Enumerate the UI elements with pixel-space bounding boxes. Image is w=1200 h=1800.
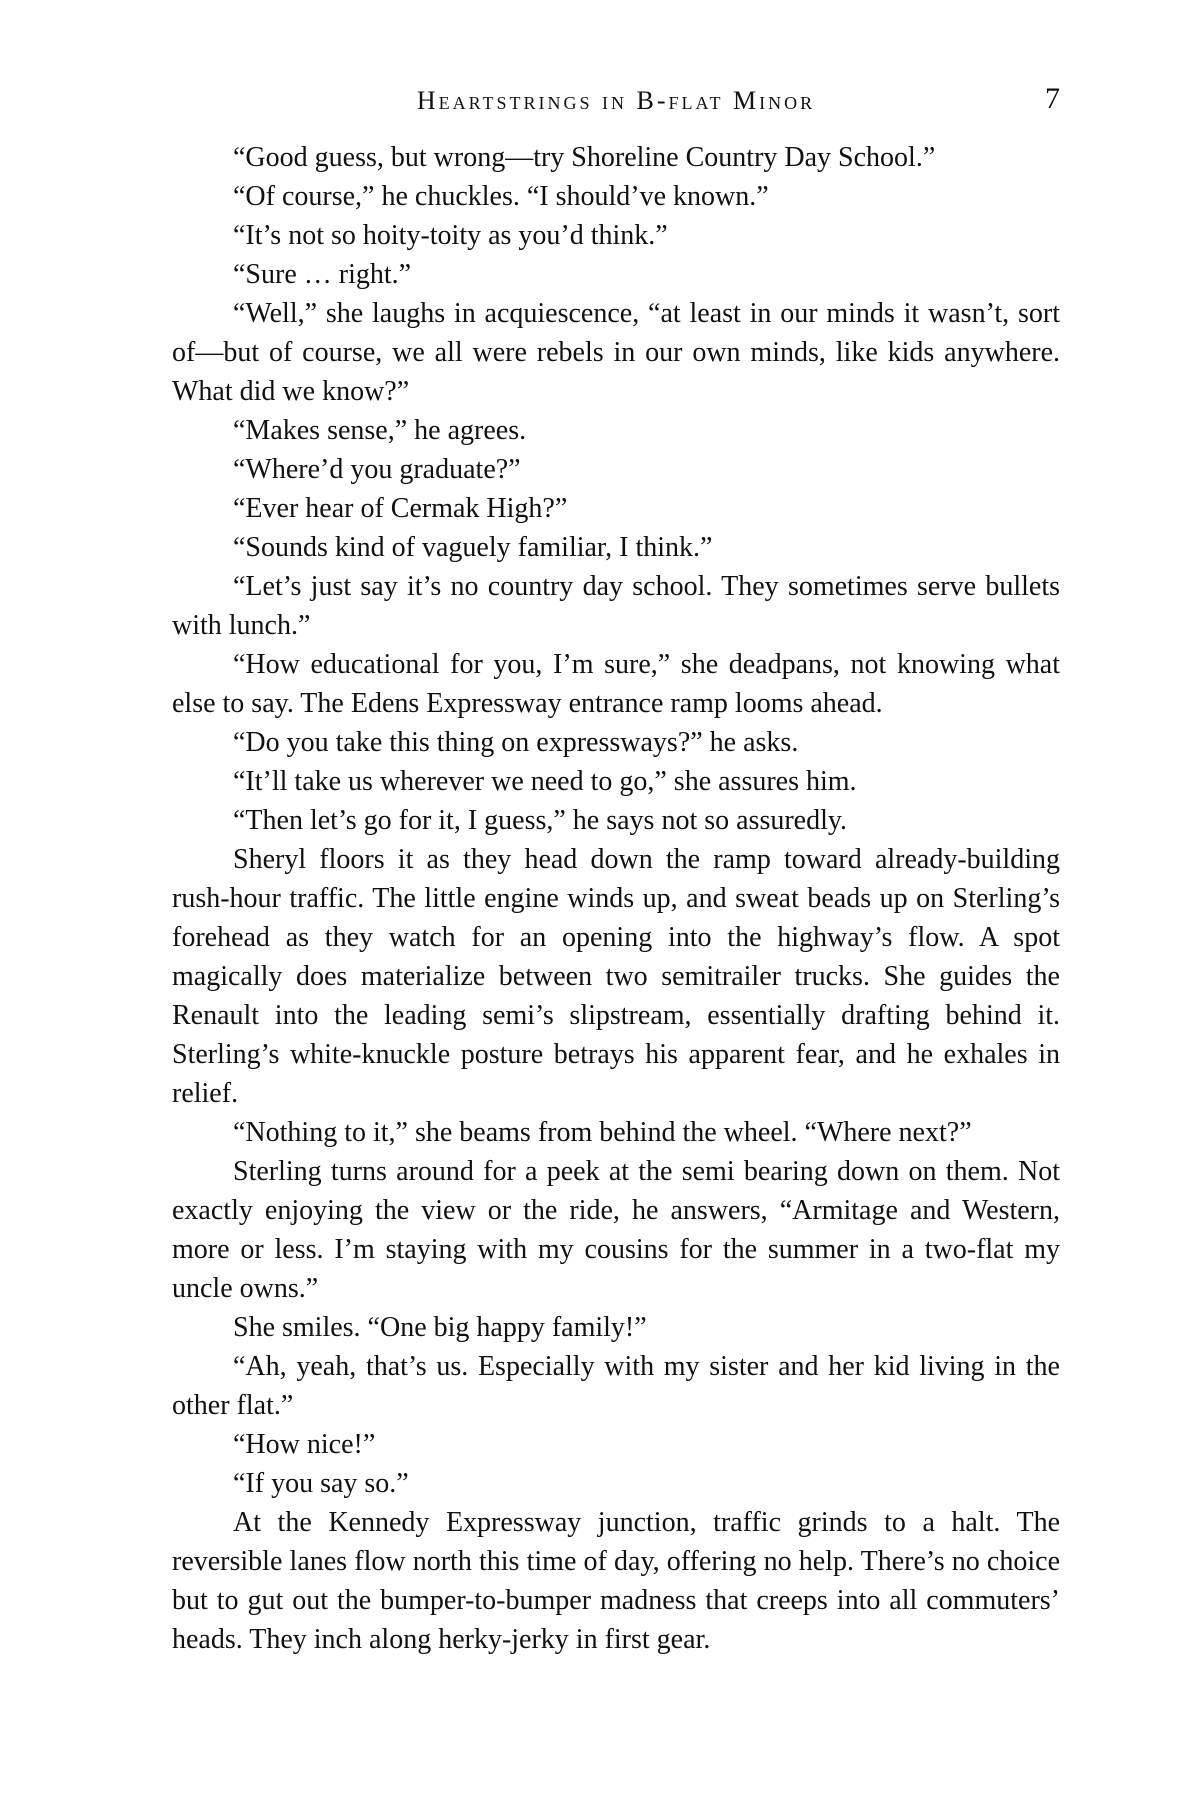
- paragraph: “Do you take this thing on expressways?” he asks.: [233, 727, 799, 758]
- paragraph: At the Kennedy Expressway junction, traffic grinds to a halt. The reversible lanes flow north this time of day, offering no help. There’s no choice but to gut out the bumper-to-bumper madness that creeps into all commuters’ heads. They inch along herky-jerky in first gear.: [172, 1507, 1060, 1655]
- paragraph: “Where’d you graduate?”: [233, 454, 521, 485]
- page-number: 7: [1045, 82, 1060, 115]
- paragraph: “Then let’s go for it, I guess,” he says not so assuredly.: [233, 805, 848, 836]
- paragraph: “If you say so.”: [233, 1468, 409, 1499]
- paragraph: “Makes sense,” he agrees.: [233, 415, 527, 446]
- paragraph: Sterling turns around for a peek at the semi bearing down on them. Not exactly enjoying the view or the ride, he answers, “Armitage and Western, more or less. I’m staying with my cousins for the summer in a two-flat my uncle owns.”: [172, 1156, 1060, 1304]
- running-head: [172, 82, 1060, 126]
- paragraph: She smiles. “One big happy family!”: [233, 1312, 647, 1343]
- paragraph: “Let’s just say it’s no country day school. They sometimes serve bullets with lunch.”: [172, 571, 1060, 641]
- paragraph: “Nothing to it,” she beams from behind the wheel. “Where next?”: [233, 1117, 972, 1148]
- paragraph: “Ah, yeah, that’s us. Especially with my sister and her kid living in the other flat.”: [172, 1351, 1060, 1421]
- paragraph: “Sure … right.”: [233, 259, 412, 290]
- paragraph: “Good guess, but wrong—try Shoreline Country Day School.”: [233, 142, 936, 173]
- paragraph: “How educational for you, I’m sure,” she deadpans, not knowing what else to say. The Edens Expressway entrance ramp looms ahead.: [172, 649, 1060, 719]
- paragraph: “It’s not so hoity-toity as you’d think.”: [233, 220, 668, 251]
- running-head-title: Heartstrings in B-flat Minor: [416, 86, 816, 115]
- body-text: [172, 138, 1060, 1659]
- paragraph: “It’ll take us wherever we need to go,” she assures him.: [233, 766, 857, 797]
- paragraph: “Ever hear of Cermak High?”: [233, 493, 568, 524]
- paragraph: “How nice!”: [233, 1429, 376, 1460]
- paragraph: “Well,” she laughs in acquiescence, “at least in our minds it wasn’t, sort of—but of course, we all were rebels in our own minds, like kids anywhere. What did we know?”: [172, 298, 1060, 407]
- paragraph: “Of course,” he chuckles. “I should’ve known.”: [233, 181, 769, 212]
- paragraph: “Sounds kind of vaguely familiar, I think.”: [233, 532, 713, 563]
- paragraph: Sheryl floors it as they head down the ramp toward already-building rush-hour traffic. The little engine winds up, and sweat beads up on Sterling’s forehead as they watch for an opening into the highway’s flow. A spot magically does materialize between two semitrailer trucks. She guides the Renault into the leading semi’s slipstream, essentially drafting behind it. Sterling’s white-knuckle posture betrays his apparent fear, and he exhales in relief.: [172, 844, 1060, 1109]
